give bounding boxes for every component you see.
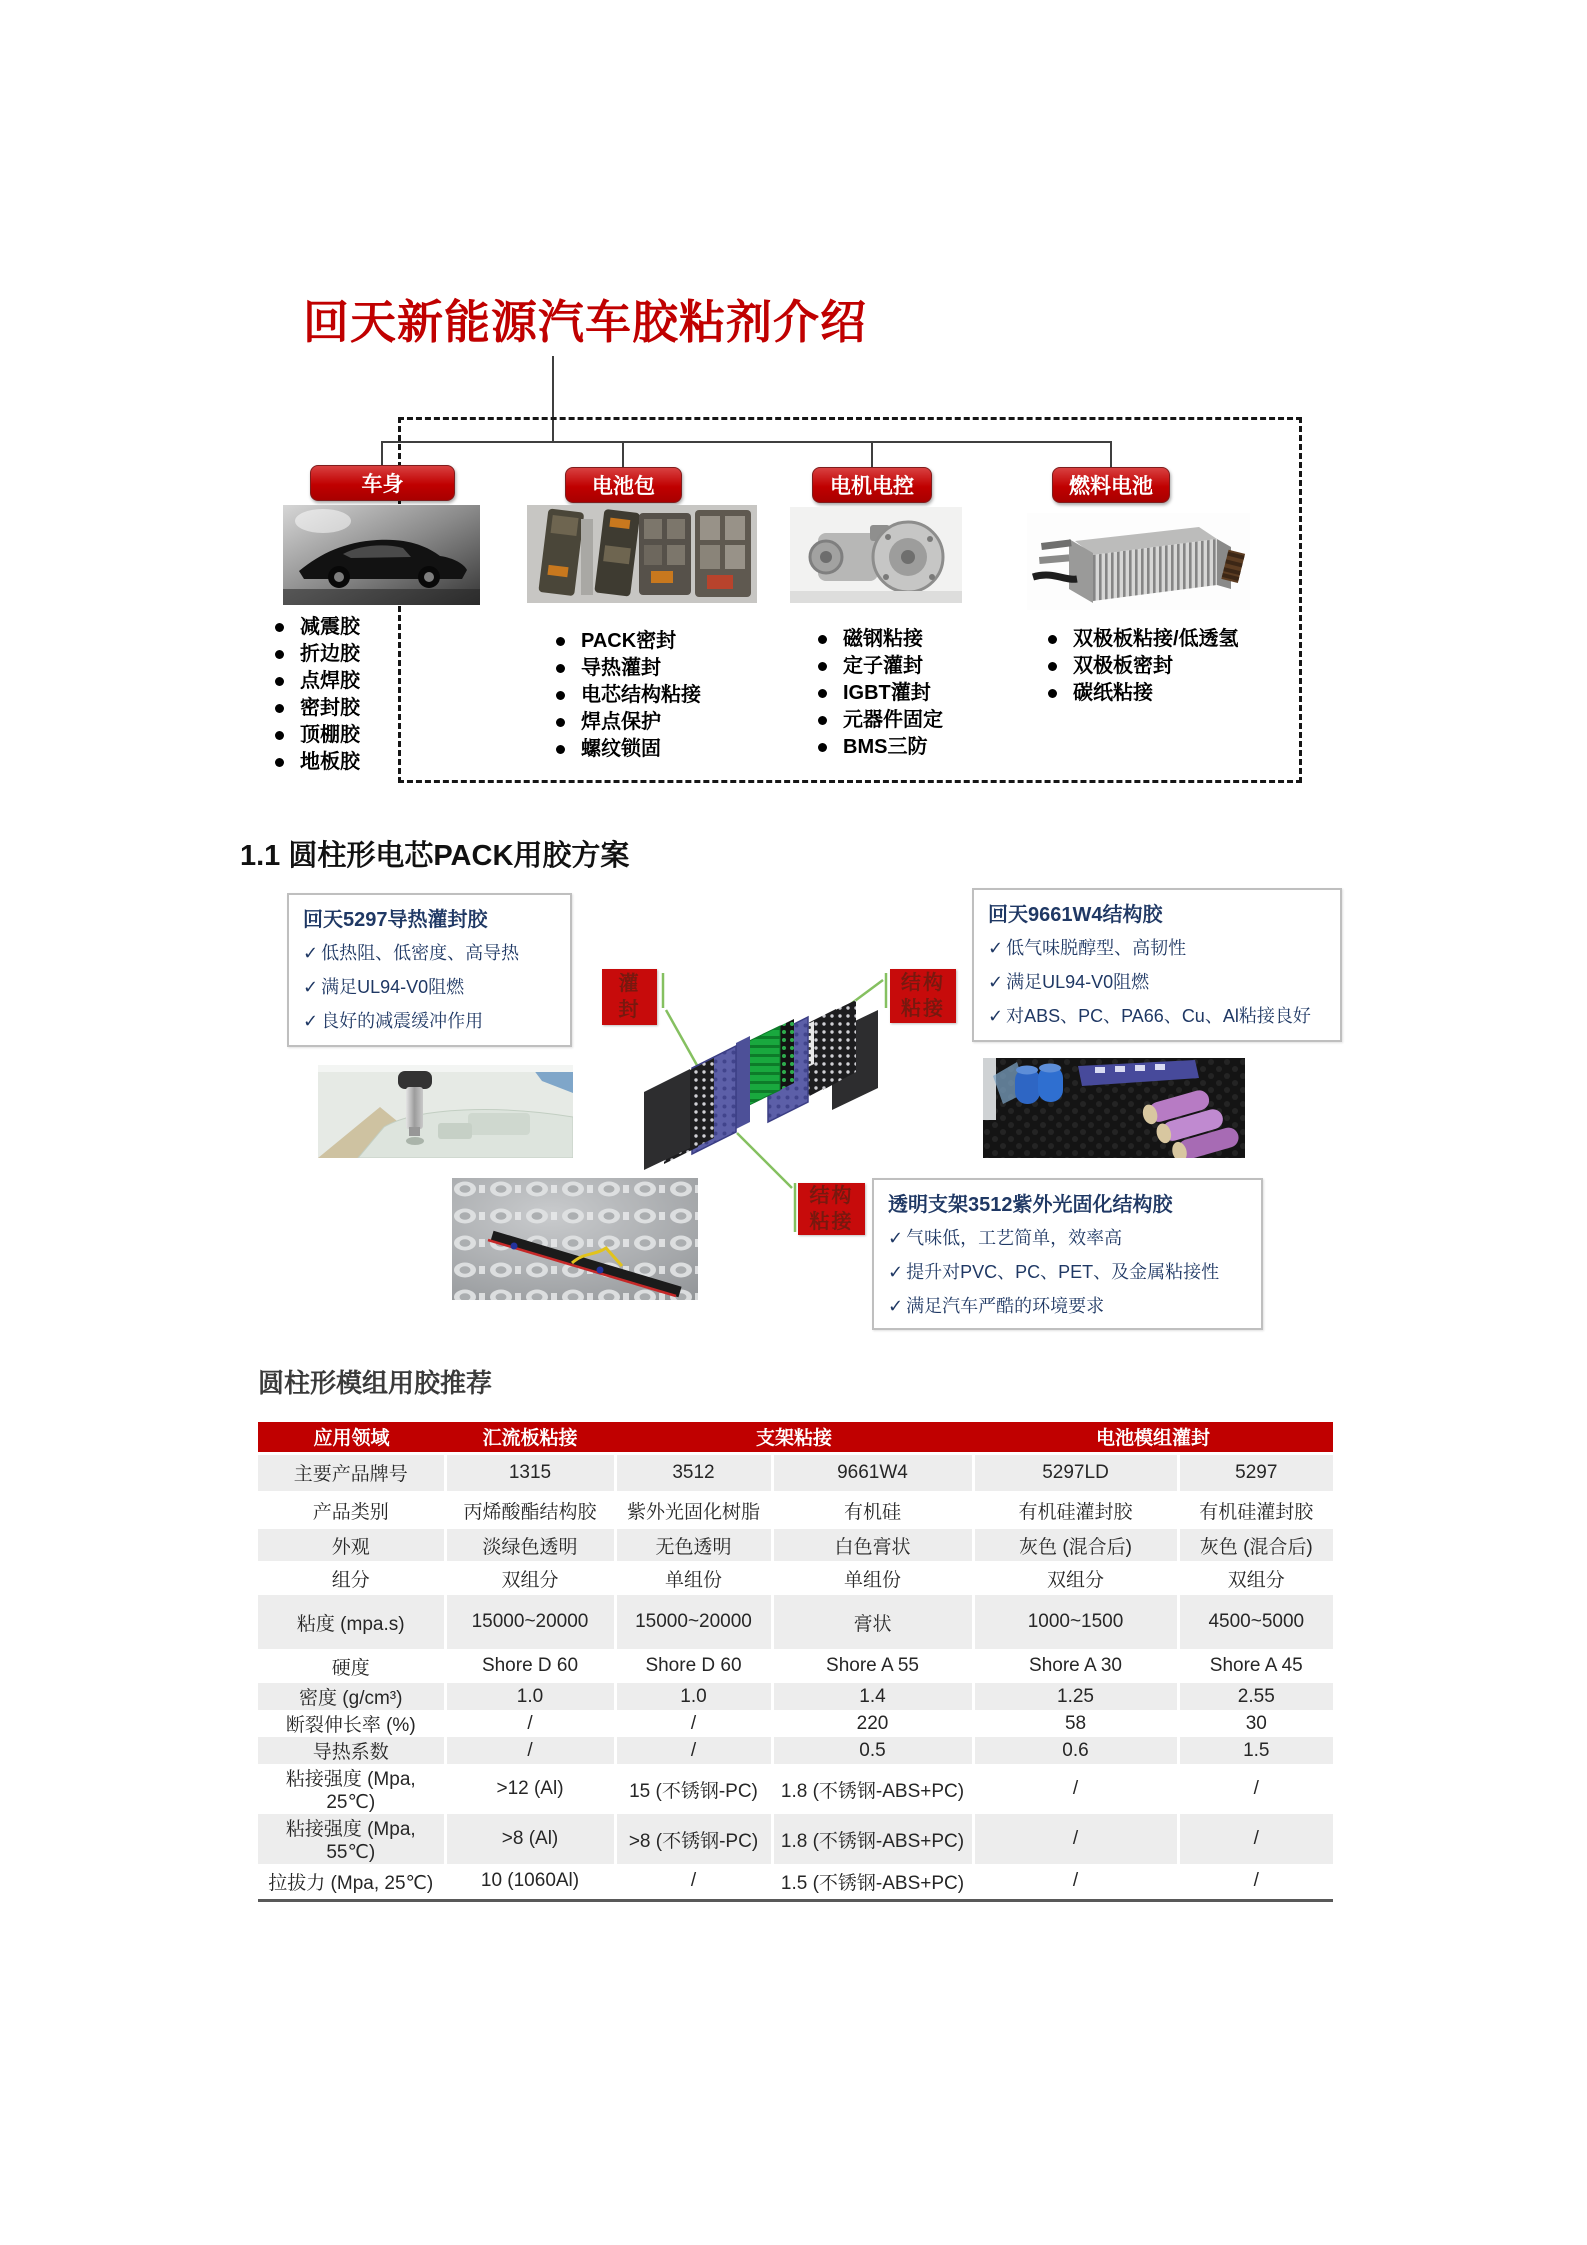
tree-drop-line-1 <box>381 441 383 467</box>
check-icon: ✓ <box>303 943 319 963</box>
bullet-icon <box>1048 689 1057 698</box>
bullet-icon <box>556 718 565 727</box>
callout-title: 回天5297导热灌封胶 <box>303 909 488 931</box>
table-header-row <box>258 1422 1333 1453</box>
list-item: 磁钢粘接 <box>816 626 943 653</box>
tree-label-text: 电机电控 <box>830 475 914 498</box>
motor-control-glue-list <box>816 626 943 761</box>
car-body-glue-list <box>273 614 360 776</box>
list-item: BMS三防 <box>816 734 943 761</box>
callout-title: 回天9661W4结构胶 <box>988 904 1163 926</box>
bullet-icon <box>556 637 565 646</box>
list-item: PACK密封 <box>554 628 701 655</box>
list-item: 元器件固定 <box>816 707 943 734</box>
check-icon: ✓ <box>303 1011 319 1031</box>
fuel-cell-photo <box>1027 513 1250 610</box>
table-row: 主要产品牌号 1315 3512 9661W4 5297LD 5297 <box>258 1453 1333 1491</box>
check-icon: ✓ <box>888 1296 904 1316</box>
list-item: 双极板粘接/低透氢 <box>1046 626 1239 653</box>
car-photo <box>283 505 480 605</box>
list-item: 顶棚胶 <box>273 722 360 749</box>
list-item: 碳纸粘接 <box>1046 680 1239 707</box>
battery-pack-photo <box>527 505 757 603</box>
callout-point: ✓ 低热阻、低密度、高导热 <box>303 936 556 970</box>
table-row: 组分 双组分 单组份 单组份 双组分 双组分 <box>258 1561 1333 1595</box>
table-row: 外观 淡绿色透明 无色透明 白色膏状 灰色 (混合后) 灰色 (混合后) <box>258 1529 1333 1561</box>
list-item: 导热灌封 <box>554 655 701 682</box>
callout-point: ✓ 气味低，工艺简单，效率高 <box>888 1221 1247 1255</box>
page-title: 回天新能源汽车胶粘剂介绍 <box>303 296 867 348</box>
bullet-icon <box>275 731 284 740</box>
table-row: 粘度 (mpa.s) 15000~20000 15000~20000 膏状 1000~1500 4500~5000 <box>258 1595 1333 1649</box>
list-item: 双极板密封 <box>1046 653 1239 680</box>
list-item: 折边胶 <box>273 641 360 668</box>
bullet-icon <box>1048 635 1057 644</box>
tag-structural-bonding-bottom: 结构粘接 <box>798 1183 865 1235</box>
list-item: 地板胶 <box>273 749 360 776</box>
callout-point: ✓ 满足汽车严酷的环境要求 <box>888 1289 1247 1323</box>
tree-label-text: 电池包 <box>592 475 655 498</box>
table-row: 断裂伸长率 (%) / / 220 58 30 <box>258 1710 1333 1737</box>
list-item: 焊点保护 <box>554 709 701 736</box>
spec-table <box>258 1422 1333 1902</box>
cell-holder-tray-photo <box>452 1178 698 1300</box>
bullet-icon <box>818 635 827 644</box>
bullet-icon <box>818 689 827 698</box>
battery-pack-glue-list <box>554 628 701 763</box>
check-icon: ✓ <box>303 977 319 997</box>
bullet-icon <box>818 743 827 752</box>
header-cell-module-potting: 电池模组灌封 <box>973 1422 1333 1453</box>
tag-structural-bonding-top: 结构粘接 <box>890 969 956 1023</box>
list-item: 定子灌封 <box>816 653 943 680</box>
callout-5297 <box>287 893 572 1047</box>
callout-point: ✓ 低气味脱醇型、高韧性 <box>988 931 1326 965</box>
header-cell-bracket-bonding: 支架粘接 <box>615 1422 973 1453</box>
bullet-icon <box>275 677 284 686</box>
tree-label-motor-control <box>812 467 932 503</box>
cell-module-photo <box>983 1058 1245 1158</box>
motor-photo <box>790 507 962 603</box>
tree-label-text: 燃料电池 <box>1069 475 1153 498</box>
callout-point: ✓ 满足UL94-V0阻燃 <box>988 965 1326 999</box>
bullet-icon <box>818 662 827 671</box>
bullet-icon <box>818 716 827 725</box>
check-icon: ✓ <box>988 1006 1004 1026</box>
tree-label-battery-pack <box>565 467 682 503</box>
callout-title: 透明支架3512紫外光固化结构胶 <box>888 1194 1173 1216</box>
table-row: 粘接强度 (Mpa, 55℃) >8 (Al) >8 (不锈钢-PC) 1.8 (不锈钢-ABS+PC) / / <box>258 1814 1333 1864</box>
tree-label-car-body <box>310 465 455 501</box>
callout-point: ✓ 满足UL94-V0阻燃 <box>303 970 556 1004</box>
list-item: IGBT灌封 <box>816 680 943 707</box>
tree-label-text: 车身 <box>361 473 404 496</box>
table-row: 产品类别 丙烯酸酯结构胶 紫外光固化树脂 有机硅 有机硅灌封胶 有机硅灌封胶 <box>258 1491 1333 1529</box>
table-row: 密度 (g/cm³) 1.0 1.0 1.4 1.25 2.55 <box>258 1683 1333 1710</box>
bullet-icon <box>1048 662 1057 671</box>
callout-point: ✓ 良好的减震缓冲作用 <box>303 1004 556 1038</box>
bullet-icon <box>275 704 284 713</box>
check-icon: ✓ <box>888 1262 904 1282</box>
check-icon: ✓ <box>888 1228 904 1248</box>
list-item: 螺纹锁固 <box>554 736 701 763</box>
section-heading: 1.1 圆柱形电芯PACK用胶方案 <box>240 840 630 872</box>
tree-label-fuel-cell <box>1052 467 1170 503</box>
callout-point: ✓ 提升对PVC、PC、PET、及金属粘接性 <box>888 1255 1247 1289</box>
fuel-cell-glue-list <box>1046 626 1239 707</box>
bullet-icon <box>275 650 284 659</box>
header-cell-application: 应用领域 <box>258 1422 445 1453</box>
spec-table-wrapper <box>258 1422 1333 1902</box>
list-item: 点焊胶 <box>273 668 360 695</box>
table-row: 导热系数 / / 0.5 0.6 1.5 <box>258 1737 1333 1764</box>
list-item: 密封胶 <box>273 695 360 722</box>
bullet-icon <box>275 623 284 632</box>
callout-9661w4 <box>972 888 1342 1042</box>
table-row: 硬度 Shore D 60 Shore D 60 Shore A 55 Shore A 30 Shore A 45 <box>258 1649 1333 1683</box>
bullet-icon <box>556 664 565 673</box>
table-row: 拉拔力 (Mpa, 25℃) 10 (1060Al) / 1.5 (不锈钢-ABS+PC) / / <box>258 1864 1333 1900</box>
bullet-icon <box>556 745 565 754</box>
tag-potting: 灌封 <box>602 969 657 1025</box>
list-item: 电芯结构粘接 <box>554 682 701 709</box>
callout-point: ✓ 对ABS、PC、PA66、Cu、Al粘接良好 <box>988 999 1326 1033</box>
list-item: 减震胶 <box>273 614 360 641</box>
check-icon: ✓ <box>988 938 1004 958</box>
bullet-icon <box>275 758 284 767</box>
header-cell-busbar-bonding: 汇流板粘接 <box>445 1422 615 1453</box>
table-heading: 圆柱形模组用胶推荐 <box>258 1368 493 1398</box>
table-row: 粘接强度 (Mpa, 25℃) >12 (Al) 15 (不锈钢-PC) 1.8 (不锈钢-ABS+PC) / / <box>258 1764 1333 1814</box>
check-icon: ✓ <box>988 972 1004 992</box>
potting-process-photo <box>318 1065 573 1158</box>
bullet-icon <box>556 691 565 700</box>
